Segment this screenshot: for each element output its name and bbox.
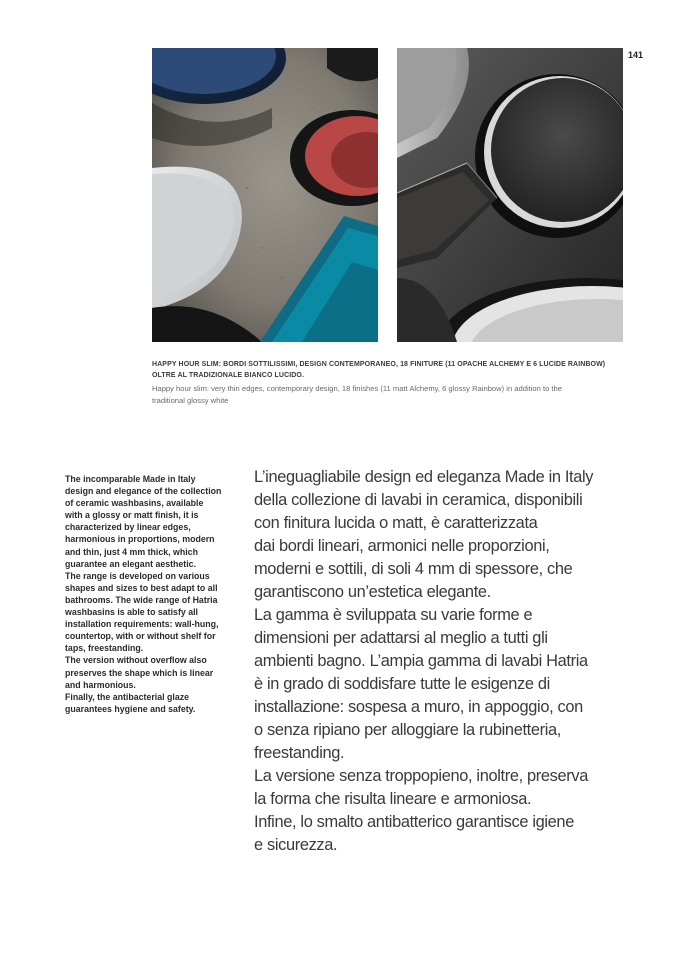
english-line: and harmonious. <box>65 679 136 690</box>
caption-italian <box>152 359 632 381</box>
caption-english-line: Happy hour slim: very thin edges, contemporary design, 18 finishes (11 matt Alchemy, 6 glossy Rainbow) in addition to the <box>152 384 562 393</box>
italian-line: è in grado di soddisfare tutte le esigenze di <box>254 675 550 693</box>
english-line: characterized by linear edges, <box>65 522 191 533</box>
english-line: preserves the shape which is linear <box>65 667 214 678</box>
english-body-text <box>65 473 245 715</box>
english-line: and thin, just 4 mm thick, which <box>65 546 198 557</box>
english-line: guarantees hygiene and safety. <box>65 703 196 714</box>
english-line: guarantee an elegant aesthetic. <box>65 558 197 569</box>
italian-line: moderni e sottili, di soli 4 mm di spessore, che <box>254 560 573 578</box>
photo-caption <box>152 359 632 407</box>
italian-line: ambienti bagno. L’ampia gamma di lavabi Hatria <box>254 652 588 670</box>
english-line: countertop, with or without shelf for <box>65 631 216 642</box>
caption-english <box>152 383 632 407</box>
english-line: shapes and sizes to best adapt to all <box>65 582 218 593</box>
english-line: installation requirements: wall-hung, <box>65 619 219 630</box>
italian-line: La versione senza troppopieno, inoltre, preserva <box>254 767 588 785</box>
italian-line: della collezione di lavabi in ceramica, disponibili <box>254 491 583 509</box>
caption-italian-line: HAPPY HOUR SLIM: BORDI SOTTILISSIMI, DESIGN CONTEMPORANEO, 18 FINITURE (11 OPACHE ALCHEMY E 6 LUCIDE RAINBOW) <box>152 361 606 368</box>
product-photo-left <box>152 48 378 342</box>
italian-line: e sicurezza. <box>254 836 338 854</box>
italian-line: La gamma è sviluppata su varie forme e <box>254 606 533 624</box>
italian-line: garantiscono un’estetica elegante. <box>254 583 491 601</box>
english-line: bathrooms. The wide range of Hatria <box>65 594 218 605</box>
italian-line: con finitura lucida o matt, è caratterizzata <box>254 514 538 532</box>
product-photo-right <box>397 48 623 342</box>
english-line: washbasins is able to satisfy all <box>65 607 198 618</box>
italian-line: L’ineguagliabile design ed eleganza Made in Italy <box>254 468 594 486</box>
italian-body-text <box>254 466 634 857</box>
english-line: Finally, the antibacterial glaze <box>65 691 190 702</box>
page-number: 141 <box>628 50 644 60</box>
english-line: harmonious in proportions, modern <box>65 534 215 545</box>
italian-line: la forma che risulta lineare e armoniosa. <box>254 790 532 808</box>
english-line: with a glossy or matt finish, it is <box>65 510 199 521</box>
italian-line: dai bordi lineari, armonici nelle proporzioni, <box>254 537 550 555</box>
english-line: The version without overflow also <box>65 655 207 666</box>
english-line: taps, freestanding. <box>65 643 144 654</box>
italian-line: dimensioni per adattarsi al meglio a tutti gli <box>254 629 548 647</box>
english-line: The range is developed on various <box>65 570 210 581</box>
english-line: The incomparable Made in Italy <box>65 474 196 484</box>
italian-line: freestanding. <box>254 744 345 762</box>
english-line: of ceramic washbasins, available <box>65 498 204 509</box>
italian-line: o senza ripiano per alloggiare la rubinetteria, <box>254 721 562 739</box>
english-line: design and elegance of the collection <box>65 486 222 497</box>
italian-line: installazione: sospesa a muro, in appoggio, con <box>254 698 583 716</box>
italian-line: Infine, lo smalto antibatterico garantisce igiene <box>254 813 574 831</box>
caption-english-line: traditional glossy white <box>152 396 229 405</box>
caption-italian-line: OLTRE AL TRADIZIONALE BIANCO LUCIDO. <box>152 372 305 379</box>
